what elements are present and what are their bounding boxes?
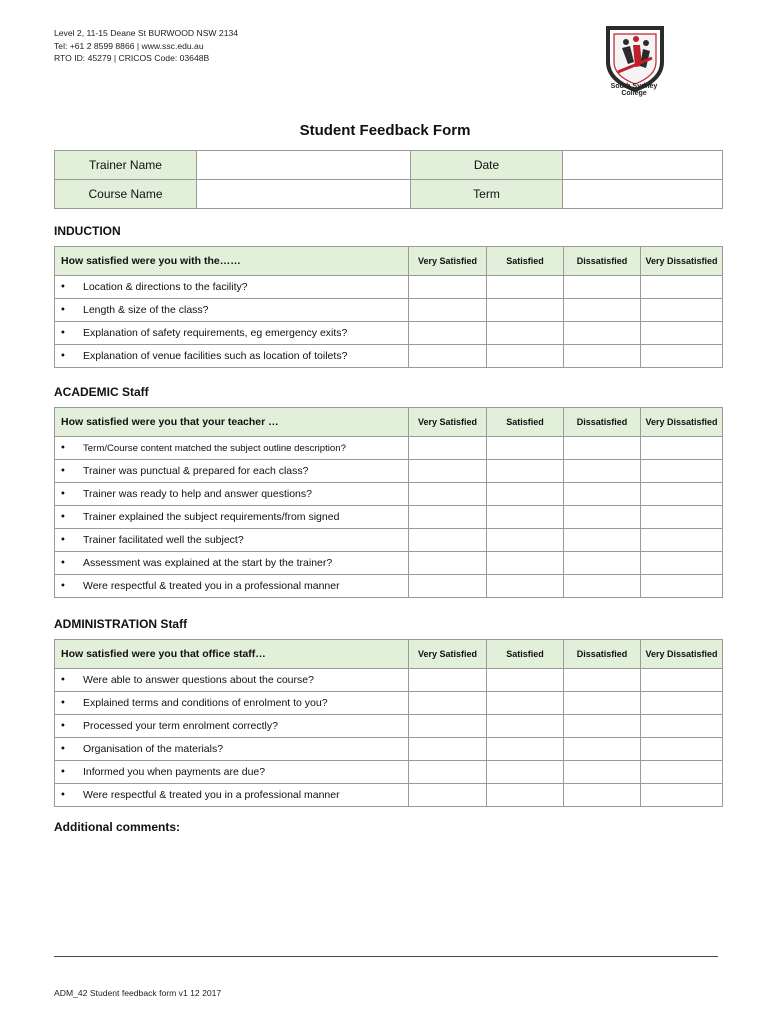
trainer-name-field[interactable] xyxy=(197,151,411,180)
rating-cell[interactable] xyxy=(487,761,564,784)
rating-cell[interactable] xyxy=(564,761,641,784)
rating-cell[interactable] xyxy=(564,692,641,715)
rating-cell[interactable] xyxy=(409,692,487,715)
question-item: • Location & directions to the facility? xyxy=(55,276,409,299)
rating-cell[interactable] xyxy=(487,738,564,761)
rating-cell[interactable] xyxy=(409,575,487,598)
section-title-administration: ADMINISTRATION Staff xyxy=(54,617,188,631)
phone-web-line: Tel: +61 2 8599 8866 | www.ssc.edu.au xyxy=(54,40,204,51)
induction-table xyxy=(54,246,723,368)
rating-cell[interactable] xyxy=(487,575,564,598)
rating-cell[interactable] xyxy=(564,460,641,483)
rating-cell[interactable] xyxy=(487,692,564,715)
col-very-satisfied: Very Satisfied xyxy=(409,408,487,437)
rating-cell[interactable] xyxy=(409,437,487,460)
table-row xyxy=(55,715,723,738)
rating-cell[interactable] xyxy=(564,715,641,738)
rating-cell[interactable] xyxy=(641,575,723,598)
table-row xyxy=(55,529,723,552)
rating-cell[interactable] xyxy=(487,483,564,506)
question-item: • Were respectful & treated you in a professional manner xyxy=(55,575,409,598)
academic-table xyxy=(54,407,723,598)
table-row xyxy=(55,299,723,322)
question-item: • Trainer explained the subject requirements/from signed xyxy=(55,506,409,529)
rating-cell[interactable] xyxy=(487,784,564,807)
question-item: • Were able to answer questions about the course? xyxy=(55,669,409,692)
rating-cell[interactable] xyxy=(564,483,641,506)
page-title: Student Feedback Form xyxy=(299,122,471,139)
question-item: • Length & size of the class? xyxy=(55,299,409,322)
table-row xyxy=(55,784,723,807)
rating-cell[interactable] xyxy=(487,276,564,299)
rating-cell[interactable] xyxy=(487,460,564,483)
rating-cell[interactable] xyxy=(641,552,723,575)
question-item: • Trainer was ready to help and answer questions? xyxy=(55,483,409,506)
question-item: • Explanation of venue facilities such as location of toilets? xyxy=(55,345,409,368)
rating-cell[interactable] xyxy=(409,761,487,784)
table-row xyxy=(55,460,723,483)
logo-caption: South Sydney College xyxy=(610,83,658,97)
question-item: • Explanation of safety requirements, eg emergency exits? xyxy=(55,322,409,345)
table-row xyxy=(55,552,723,575)
col-very-satisfied: Very Satisfied xyxy=(409,247,487,276)
rating-cell[interactable] xyxy=(409,552,487,575)
rating-cell[interactable] xyxy=(409,345,487,368)
rating-cell[interactable] xyxy=(641,506,723,529)
college-address xyxy=(54,27,238,65)
rating-cell[interactable] xyxy=(641,460,723,483)
rating-cell[interactable] xyxy=(641,692,723,715)
rating-cell[interactable] xyxy=(641,322,723,345)
rating-cell[interactable] xyxy=(409,738,487,761)
rating-cell[interactable] xyxy=(641,483,723,506)
table-row xyxy=(55,692,723,715)
rating-cell[interactable] xyxy=(487,299,564,322)
rating-cell[interactable] xyxy=(641,784,723,807)
table-row xyxy=(55,761,723,784)
rating-cell[interactable] xyxy=(641,299,723,322)
rating-cell[interactable] xyxy=(487,552,564,575)
rating-cell[interactable] xyxy=(409,460,487,483)
rating-cell[interactable] xyxy=(487,345,564,368)
col-very-dissatisfied: Very Dissatisfied xyxy=(641,640,723,669)
col-dissatisfied: Dissatisfied xyxy=(564,408,641,437)
academic-question: How satisfied were you that your teacher … xyxy=(55,408,409,437)
table-row xyxy=(55,345,723,368)
col-very-dissatisfied: Very Dissatisfied xyxy=(641,247,723,276)
col-satisfied: Satisfied xyxy=(487,247,564,276)
rating-cell[interactable] xyxy=(641,276,723,299)
table-row xyxy=(55,575,723,598)
section-title-academic: ACADEMIC Staff xyxy=(54,385,149,399)
rating-cell[interactable] xyxy=(487,529,564,552)
table-row xyxy=(55,437,723,460)
table-row xyxy=(55,483,723,506)
rating-cell[interactable] xyxy=(564,552,641,575)
rating-cell[interactable] xyxy=(564,276,641,299)
question-item: • Were respectful & treated you in a professional manner xyxy=(55,784,409,807)
address-line: Level 2, 11-15 Deane St BURWOOD NSW 2134 xyxy=(54,28,239,38)
rating-cell[interactable] xyxy=(641,345,723,368)
rating-cell[interactable] xyxy=(564,506,641,529)
date-field[interactable] xyxy=(563,151,723,180)
trainer-name-label: Trainer Name xyxy=(55,151,197,180)
rating-cell[interactable] xyxy=(409,276,487,299)
administration-table xyxy=(54,639,723,807)
rating-cell[interactable] xyxy=(641,529,723,552)
rating-cell[interactable] xyxy=(564,669,641,692)
rating-cell[interactable] xyxy=(641,761,723,784)
rating-cell[interactable] xyxy=(487,437,564,460)
question-item: • Assessment was explained at the start by the trainer? xyxy=(55,552,409,575)
rating-cell[interactable] xyxy=(409,299,487,322)
question-item: • Term/Course content matched the subject outline description? xyxy=(55,437,409,460)
rating-cell[interactable] xyxy=(409,506,487,529)
rating-cell[interactable] xyxy=(409,669,487,692)
rating-cell[interactable] xyxy=(409,529,487,552)
trainer-course-table xyxy=(54,150,723,209)
footer-doc-code: ADM_42 Student feedback form v1 12 2017 xyxy=(54,988,222,998)
rating-cell[interactable] xyxy=(409,715,487,738)
col-dissatisfied: Dissatisfied xyxy=(564,640,641,669)
administration-question: How satisfied were you that office staff… xyxy=(55,640,409,669)
question-item: • Explained terms and conditions of enrolment to you? xyxy=(55,692,409,715)
rto-cricos-line: RTO ID: 45279 | CRICOS Code: 03648B xyxy=(54,53,210,63)
rating-cell[interactable] xyxy=(564,437,641,460)
question-item: • Informed you when payments are due? xyxy=(55,761,409,784)
term-label: Term xyxy=(411,180,563,209)
rating-cell[interactable] xyxy=(564,299,641,322)
col-satisfied: Satisfied xyxy=(487,408,564,437)
rating-cell[interactable] xyxy=(487,669,564,692)
rating-cell[interactable] xyxy=(641,715,723,738)
rating-cell[interactable] xyxy=(487,715,564,738)
rating-cell[interactable] xyxy=(487,322,564,345)
rating-cell[interactable] xyxy=(641,738,723,761)
col-dissatisfied: Dissatisfied xyxy=(564,247,641,276)
table-row xyxy=(55,738,723,761)
question-item: • Organisation of the materials? xyxy=(55,738,409,761)
induction-question: How satisfied were you with the…… xyxy=(55,247,409,276)
rating-cell[interactable] xyxy=(409,322,487,345)
table-row xyxy=(55,276,723,299)
section-title-induction: INDUCTION xyxy=(54,224,121,238)
col-satisfied: Satisfied xyxy=(487,640,564,669)
col-very-dissatisfied: Very Dissatisfied xyxy=(641,408,723,437)
question-item: • Trainer facilitated well the subject? xyxy=(55,529,409,552)
rating-cell[interactable] xyxy=(641,669,723,692)
course-name-field[interactable] xyxy=(197,180,411,209)
rating-cell[interactable] xyxy=(487,506,564,529)
date-label: Date xyxy=(411,151,563,180)
table-row xyxy=(55,669,723,692)
comments-divider xyxy=(54,956,718,957)
rating-cell[interactable] xyxy=(564,322,641,345)
rating-cell[interactable] xyxy=(564,738,641,761)
course-name-label: Course Name xyxy=(55,180,197,209)
table-row xyxy=(55,322,723,345)
col-very-satisfied: Very Satisfied xyxy=(409,640,487,669)
table-row xyxy=(55,506,723,529)
question-item: • Processed your term enrolment correctly? xyxy=(55,715,409,738)
rating-cell[interactable] xyxy=(564,784,641,807)
rating-cell[interactable] xyxy=(564,575,641,598)
rating-cell[interactable] xyxy=(641,437,723,460)
question-item: • Trainer was punctual & prepared for each class? xyxy=(55,460,409,483)
rating-cell[interactable] xyxy=(409,483,487,506)
rating-cell[interactable] xyxy=(564,529,641,552)
rating-cell[interactable] xyxy=(409,784,487,807)
additional-comments-label: Additional comments: xyxy=(54,820,181,834)
term-field[interactable] xyxy=(563,180,723,209)
rating-cell[interactable] xyxy=(564,345,641,368)
